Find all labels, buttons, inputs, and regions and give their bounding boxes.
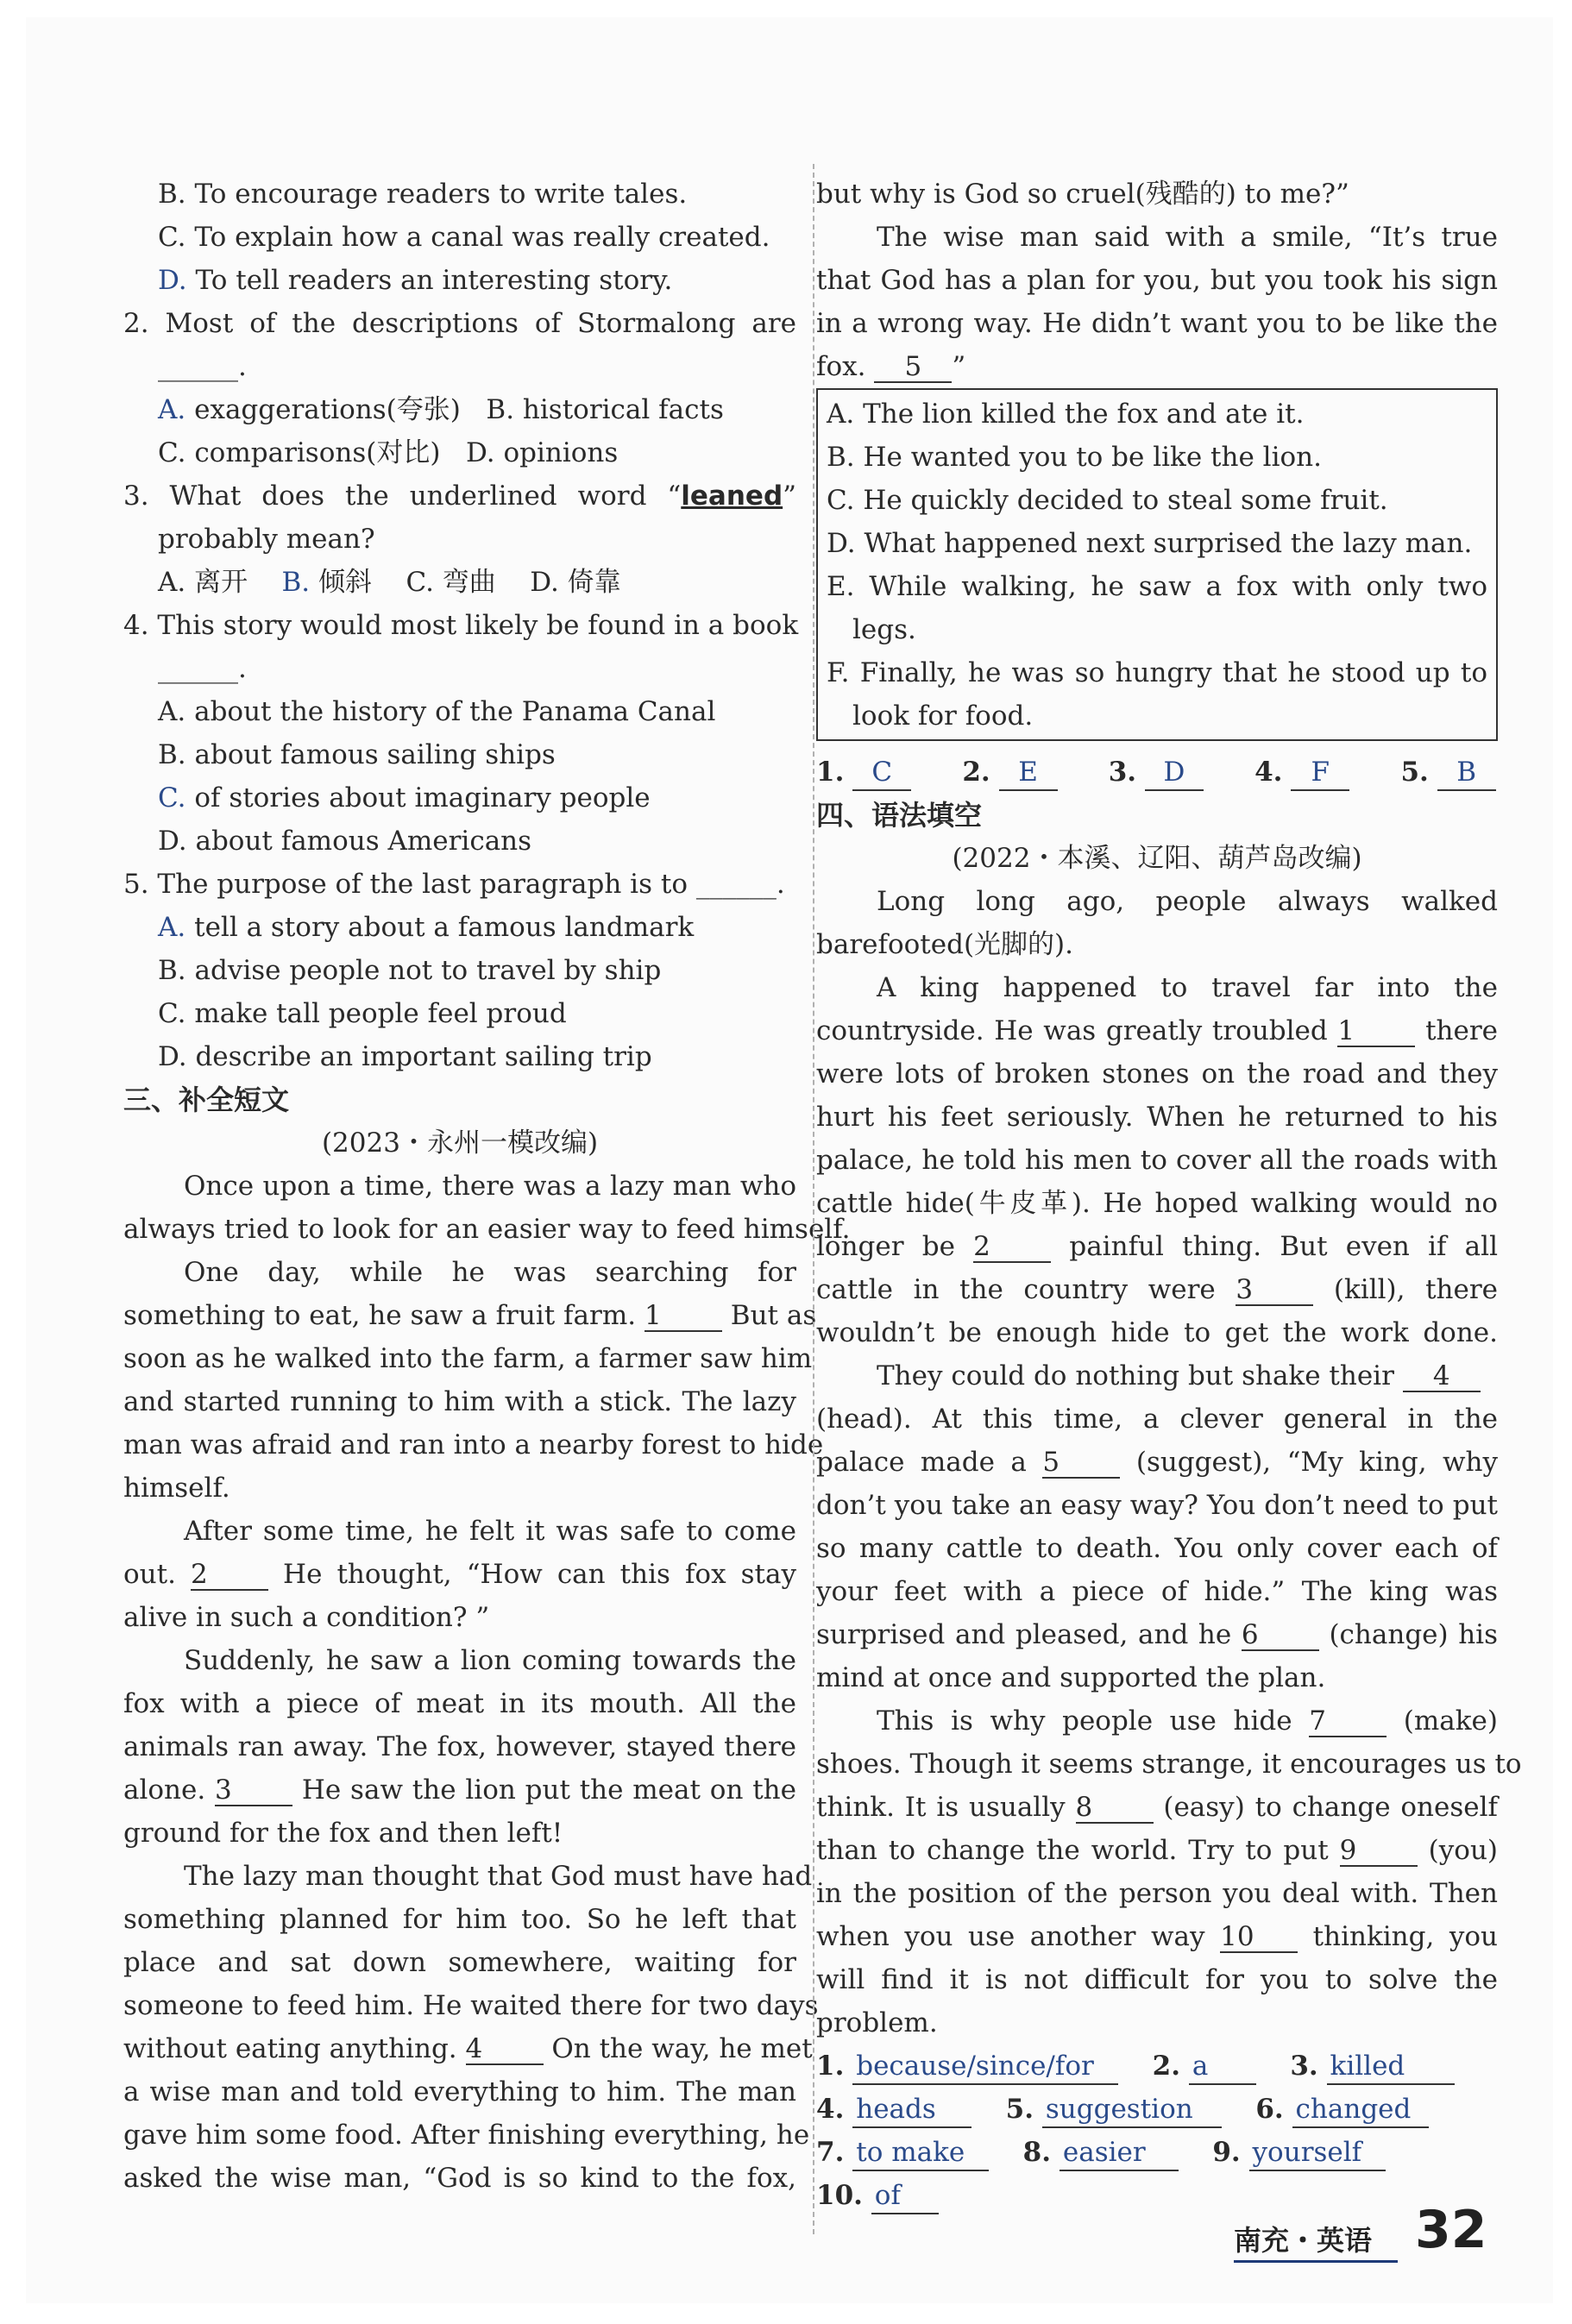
grammar-text: cattle in the country were (816, 1274, 1216, 1305)
q1-option-d (158, 263, 796, 298)
section3-answers (816, 755, 1498, 791)
answer-mark: A. (158, 394, 186, 425)
footer-rule (1234, 2260, 1398, 2263)
answer-number: 1. (816, 757, 845, 788)
grammar-text: longer be (816, 1231, 955, 1262)
answer-mark: C. (158, 782, 186, 813)
q5-option-c: C. make tall people feel proud (158, 998, 567, 1029)
grammar-blank-6: 6 (1242, 1620, 1319, 1651)
answer-number: 3. (1290, 2051, 1318, 2082)
section4-answers-row4 (816, 2178, 1498, 2214)
answer-mark: A. (158, 912, 186, 943)
blank-3: 3 (215, 1775, 292, 1806)
grammar-text: painful thing. But even if all (1069, 1231, 1498, 1262)
stem-text: ” (783, 481, 796, 512)
section4-title: 四、语法填空 (816, 799, 983, 832)
story-text: On the way, he met (551, 2033, 813, 2064)
grammar-line (816, 1229, 1498, 1264)
grammar-blank-8: 8 (1076, 1793, 1154, 1824)
option-text: B. historical facts (486, 394, 724, 425)
option-text: exaggerations(夸张) (194, 394, 461, 425)
story-text: But as (730, 1300, 817, 1331)
grammar-blank-2: 2 (973, 1232, 1051, 1263)
grammar-text: (change) his (1329, 1619, 1499, 1650)
answer-value: heads (852, 2092, 971, 2128)
story-line: always tried to look for an easier way to feed himself. (123, 1214, 851, 1245)
option-text: D. 倚靠 (530, 567, 621, 598)
grammar-line: your feet with a piece of hide.” The king was (816, 1576, 1498, 1607)
grammar-blank-1: 1 (1337, 1016, 1415, 1047)
grammar-blank-9: 9 (1340, 1836, 1418, 1867)
story-line: animals ran away. The fox, however, stayed there (123, 1731, 796, 1762)
q4-option-b: B. about famous sailing ships (158, 739, 556, 770)
section3-source: (2023・永州一模改编) (321, 1127, 599, 1159)
blank-2: 2 (191, 1560, 268, 1591)
story-line: in a wrong way. He didn’t want you to be like the (816, 308, 1498, 339)
story-line: One day, while he was searching for (184, 1257, 796, 1288)
grammar-line: shoes. Though it seems strange, it encourages us to (816, 1749, 1522, 1780)
grammar-line (816, 1790, 1498, 1825)
story-line: Once upon a time, there was a lazy man who (184, 1171, 796, 1202)
grammar-blank-10: 10 (1220, 1922, 1298, 1953)
answer-value: of (871, 2178, 939, 2214)
answer-number: 5. (1400, 757, 1429, 788)
grammar-text: (easy) to change oneself (1163, 1792, 1498, 1823)
story-line: but why is God so cruel(残酷的) to me?” (816, 179, 1349, 210)
answer-number: 3. (1108, 757, 1137, 788)
story-line (123, 2032, 813, 2066)
grammar-line (816, 1833, 1498, 1868)
footer-brand: 南充・英语 (1234, 2224, 1373, 2257)
grammar-text: (you) (1428, 1835, 1499, 1866)
answer-number: 1. (816, 2051, 845, 2082)
answer-value: because/since/for (852, 2049, 1118, 2085)
options-box (816, 388, 1498, 741)
blank-5: 5 (874, 352, 952, 383)
story-line: Suddenly, he saw a lion coming towards the (184, 1645, 796, 1676)
story-line: that God has a plan for you, but you took his sign (816, 265, 1498, 296)
answer-value: suggestion (1042, 2092, 1222, 2128)
story-line: ground for the fox and then left! (123, 1818, 563, 1849)
story-line: The lazy man thought that God must have had (184, 1861, 813, 1892)
stem-text: 3. What does the underlined word “ (123, 481, 682, 512)
grammar-line: barefooted(光脚的). (816, 929, 1073, 960)
grammar-line (877, 1359, 1498, 1393)
story-line: and started running to him with a stick. The lazy (123, 1386, 796, 1417)
grammar-text: think. It is usually (816, 1792, 1066, 1823)
story-line: fox with a piece of meat in its mouth. All the (123, 1688, 796, 1719)
story-line: After some time, he felt it was safe to come (184, 1516, 796, 1547)
page-number: 32 (1415, 2200, 1487, 2260)
q2-stem: 2. Most of the descriptions of Stormalong are (123, 308, 796, 339)
answer-value: easier (1060, 2135, 1179, 2171)
column-divider (813, 164, 814, 2234)
q2-stem-end: ______. (158, 351, 247, 382)
story-line: someone to feed him. He waited there for two days (123, 1990, 819, 2021)
grammar-line: (head). At this time, a clever general in the (816, 1404, 1498, 1435)
option-d: D. What happened next surprised the lazy man. (827, 528, 1473, 559)
grammar-blank-7: 7 (1309, 1706, 1387, 1737)
story-text: fox. (816, 351, 866, 382)
answer-value: to make (852, 2135, 989, 2171)
story-line: soon as he walked into the farm, a farmer saw him (123, 1343, 813, 1374)
q5-option-d: D. describe an important sailing trip (158, 1041, 652, 1072)
grammar-text: when you use another way (816, 1921, 1205, 1952)
option-text: D. opinions (466, 437, 619, 468)
grammar-line: don’t you take an easy way? You don’t need to put (816, 1490, 1498, 1521)
grammar-line: were lots of broken stones on the road and they (816, 1058, 1498, 1090)
story-line: man was afraid and ran into a nearby forest to hide (123, 1429, 824, 1460)
story-text: something to eat, he saw a fruit farm. (123, 1300, 637, 1331)
grammar-text: palace made a (816, 1447, 1027, 1478)
grammar-line: problem. (816, 2007, 938, 2038)
section4-answers-row2 (816, 2092, 1498, 2128)
option-text: To tell readers an interesting story. (195, 265, 673, 296)
q2-options-cd (158, 436, 796, 470)
q2-options-ab (158, 393, 796, 427)
grammar-line: wouldn’t be enough hide to get the work done. (816, 1317, 1498, 1348)
section3-title: 三、补全短文 (123, 1083, 290, 1116)
grammar-line (877, 1704, 1498, 1738)
grammar-line: palace, he told his men to cover all the roads with (816, 1145, 1498, 1176)
q3-stem-2: probably mean? (158, 524, 375, 555)
grammar-text: (make) (1403, 1705, 1498, 1737)
q4-stem-end: ______. (158, 653, 247, 684)
grammar-line: A king happened to travel far into the (877, 972, 1498, 1003)
story-line: a wise man and told everything to him. The man (123, 2076, 796, 2107)
story-text: ” (952, 351, 966, 382)
workbook-page (26, 17, 1553, 2303)
option-f-cont: look for food. (852, 700, 1034, 732)
option-text: A. 离开 (158, 567, 248, 598)
grammar-blank-4: 4 (1403, 1361, 1481, 1392)
section4-source: (2022・本溪、辽阳、葫芦岛改编) (952, 843, 1362, 874)
answer-value: D (1145, 755, 1204, 791)
grammar-line (816, 1445, 1498, 1479)
section4-answers-row1 (816, 2049, 1498, 2085)
q4-stem: 4. This story would most likely be found in a book (123, 610, 799, 641)
grammar-text: (kill), there (1333, 1274, 1499, 1305)
grammar-line (816, 1272, 1498, 1307)
option-a: A. The lion killed the fox and ate it. (827, 399, 1305, 430)
q3-options (158, 565, 796, 600)
story-line: The wise man said with a smile, “It’s true (877, 222, 1498, 253)
grammar-line (816, 1617, 1498, 1652)
q3-stem (123, 479, 796, 513)
grammar-line (816, 1919, 1498, 1954)
story-line: place and sat down somewhere, waiting for (123, 1947, 796, 1978)
option-text: of stories about imaginary people (194, 782, 651, 813)
grammar-text: than to change the world. Try to put (816, 1835, 1329, 1866)
grammar-text: countryside. He was greatly troubled (816, 1015, 1328, 1046)
answer-mark: D. (158, 265, 187, 296)
option-text: C. comparisons(对比) (158, 437, 441, 468)
story-text: without eating anything. (123, 2033, 457, 2064)
story-line: alive in such a condition? ” (123, 1602, 490, 1633)
story-line (816, 349, 1498, 384)
story-line: himself. (123, 1473, 230, 1504)
answer-number: 4. (1254, 757, 1283, 788)
grammar-blank-5: 5 (1042, 1448, 1120, 1479)
story-text: alone. (123, 1774, 206, 1806)
answer-number: 2. (962, 757, 990, 788)
blank-4: 4 (466, 2034, 544, 2065)
grammar-line: mind at once and supported the plan. (816, 1662, 1326, 1693)
underlined-word: leaned (681, 481, 783, 512)
story-line: asked the wise man, “God is so kind to the fox, (123, 2163, 796, 2194)
grammar-text: thinking, you (1312, 1921, 1499, 1952)
q4-option-a: A. about the history of the Panama Canal (158, 696, 716, 727)
answer-value: E (999, 755, 1058, 791)
answer-number: 4. (816, 2094, 845, 2125)
option-text: C. 弯曲 (406, 567, 496, 598)
q1-option-c: C. To explain how a canal was really created. (158, 222, 770, 253)
story-line: gave him some food. After finishing everything, he (123, 2120, 810, 2151)
grammar-text: They could do nothing but shake their (877, 1360, 1394, 1391)
answer-number: 2. (1152, 2051, 1181, 2082)
story-line (123, 1298, 817, 1333)
story-line: something planned for him too. So he left that (123, 1904, 796, 1935)
answer-value: C (852, 755, 911, 791)
answer-number: 6. (1255, 2094, 1284, 2125)
option-c: C. He quickly decided to steal some fruit. (827, 485, 1388, 516)
answer-mark: B. (281, 567, 311, 598)
answer-number: 9. (1212, 2137, 1241, 2168)
q1-option-b: B. To encourage readers to write tales. (158, 179, 688, 210)
q5-stem: 5. The purpose of the last paragraph is to ______. (123, 869, 785, 900)
grammar-line: in the position of the person you deal with. Then (816, 1878, 1498, 1909)
story-text: He thought, “How can this fox stay (283, 1559, 796, 1590)
q5-option-b: B. advise people not to travel by ship (158, 955, 662, 986)
grammar-line (816, 1014, 1498, 1048)
q4-option-d: D. about famous Americans (158, 826, 532, 857)
option-b: B. He wanted you to be like the lion. (827, 442, 1322, 473)
q5-option-a (158, 910, 796, 945)
blank-1: 1 (645, 1301, 722, 1332)
answer-value: B (1437, 755, 1496, 791)
section4-answers-row3 (816, 2135, 1498, 2171)
story-text: He saw the lion put the meat on the (301, 1774, 796, 1806)
option-e: E. While walking, he saw a fox with only two (827, 571, 1487, 602)
story-text: out. (123, 1559, 176, 1590)
grammar-text: there (1425, 1015, 1498, 1046)
grammar-line: hurt his feet seriously. When he returned to his (816, 1102, 1498, 1133)
option-text: 倾斜 (318, 567, 373, 598)
option-f: F. Finally, he was so hungry that he stood up to (827, 657, 1487, 688)
grammar-text: This is why people use hide (877, 1705, 1292, 1737)
option-e-cont: legs. (852, 614, 916, 645)
story-line (123, 1773, 796, 1807)
answer-value: F (1291, 755, 1349, 791)
grammar-line: will find it is not difficult for you to solve the (816, 1964, 1498, 1995)
story-line (123, 1557, 796, 1592)
answer-value: changed (1292, 2092, 1429, 2128)
grammar-text: surprised and pleased, and he (816, 1619, 1232, 1650)
option-text: tell a story about a famous landmark (194, 912, 695, 943)
answer-number: 5. (1005, 2094, 1034, 2125)
answer-value: killed (1327, 2049, 1455, 2085)
q4-option-c (158, 781, 796, 815)
answer-number: 8. (1022, 2137, 1052, 2168)
grammar-line: Long long ago, people always walked (877, 886, 1498, 917)
grammar-line: cattle hide(牛皮革). He hoped walking would no (816, 1188, 1498, 1219)
answer-value: yourself (1249, 2135, 1386, 2171)
grammar-text: (suggest), “My king, why (1135, 1447, 1499, 1478)
answer-value: a (1189, 2049, 1256, 2085)
answer-number: 10. (816, 2180, 863, 2211)
grammar-blank-3: 3 (1236, 1275, 1313, 1306)
answer-number: 7. (816, 2137, 845, 2168)
grammar-line: so many cattle to death. You only cover each of (816, 1533, 1498, 1564)
